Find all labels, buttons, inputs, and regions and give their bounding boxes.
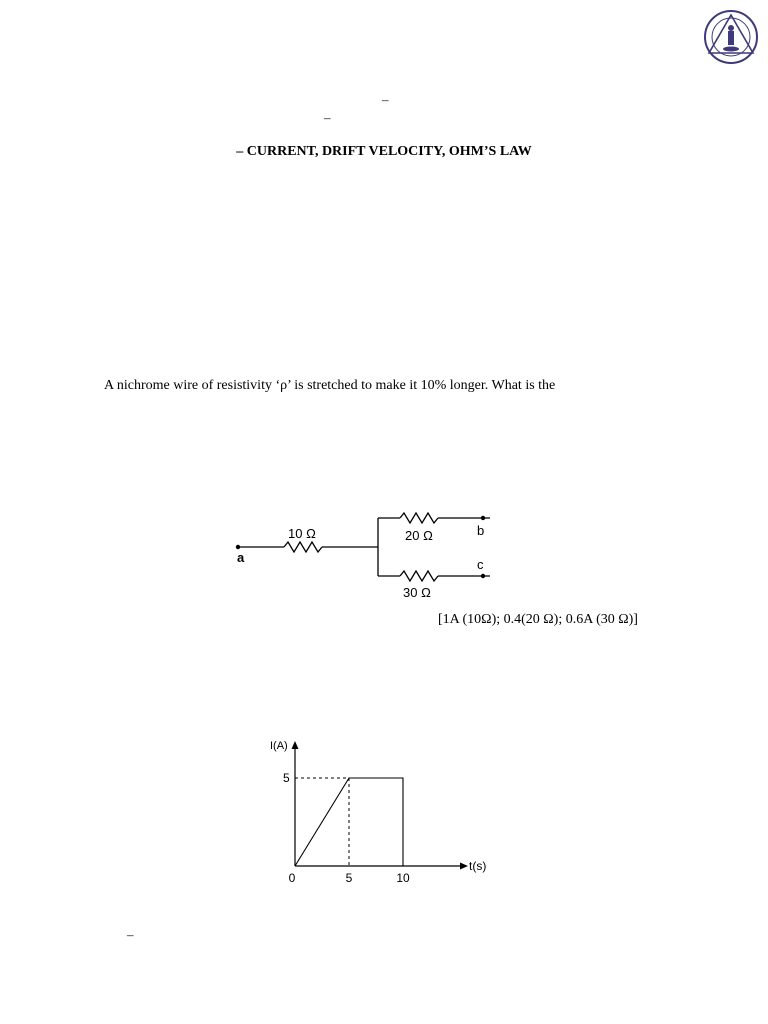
header-dash-2: – [324, 110, 331, 125]
resistor-10-ohm [284, 542, 322, 552]
label-30-ohm: 30 Ω [403, 585, 431, 600]
label-node-a: a [237, 550, 245, 565]
resistor-20-ohm [400, 513, 438, 523]
section-heading: – CURRENT, DRIFT VELOCITY, OHM’S LAW [236, 144, 532, 159]
x-tick-0: 0 [288, 871, 296, 885]
question-text: A nichrome wire of resistivity ‘ρ’ is stretched to make it 10% longer. What is the [104, 378, 556, 393]
circuit-answer: [1A (10Ω); 0.4(20 Ω); 0.6A (30 Ω)] [438, 612, 638, 627]
label-node-b: b [477, 523, 485, 538]
label-20-ohm: 20 Ω [405, 528, 433, 543]
y-axis-label: I(A) [270, 740, 288, 752]
header-dash-1: – [382, 92, 389, 107]
terminal-c [481, 574, 485, 578]
x-axis-label: t(s) [469, 859, 487, 873]
footer-dash: – [127, 927, 134, 942]
resistor-30-ohm [400, 571, 438, 581]
institution-logo-icon [703, 9, 759, 65]
x-axis-arrow [460, 863, 468, 870]
current-time-graph [262, 735, 502, 885]
label-10-ohm: 10 Ω [288, 526, 316, 541]
x-tick-5: 5 [345, 871, 353, 885]
y-tick-5: 5 [283, 771, 290, 785]
y-axis-arrow [292, 741, 299, 749]
circuit-diagram [228, 505, 508, 605]
label-node-c: c [477, 557, 484, 572]
x-tick-10: 10 [396, 871, 410, 885]
terminal-b [481, 516, 485, 520]
